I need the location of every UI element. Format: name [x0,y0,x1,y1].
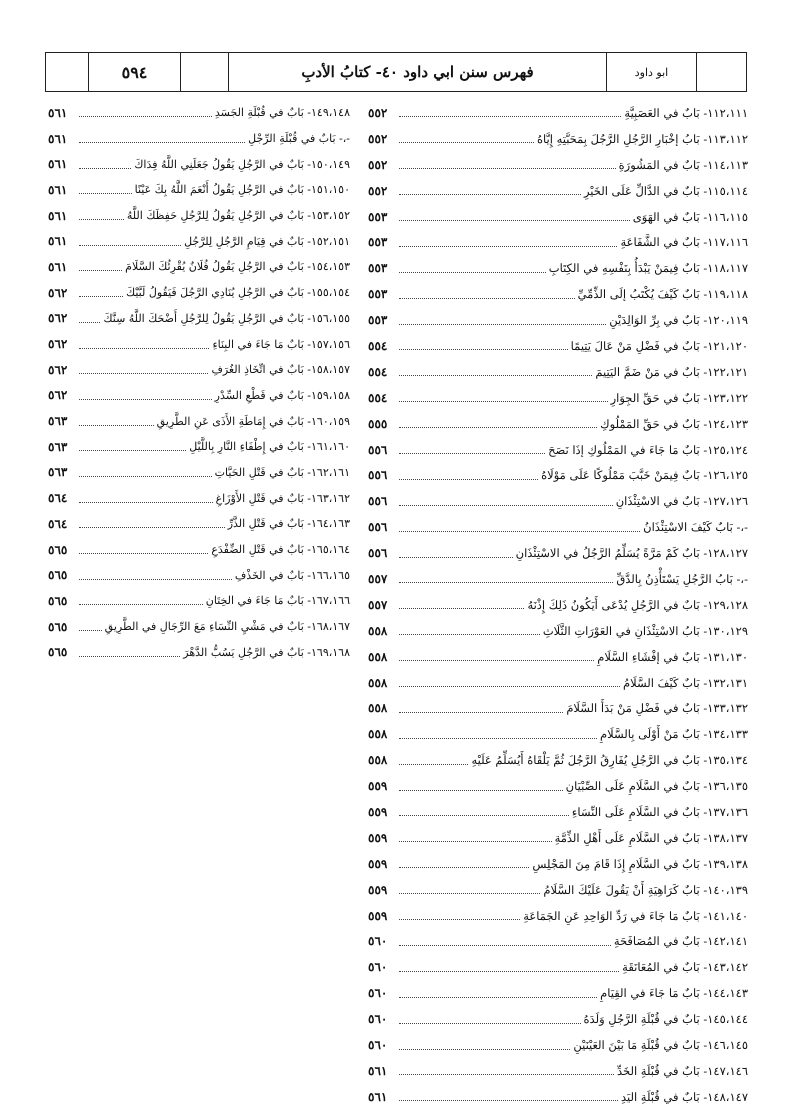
entry-title: ١٥٩،١٥٨- بَابٌ في قَطْعِ السِّدْرِ [214,388,350,402]
index-entry [48,383,350,409]
index-entry [368,385,748,411]
header-empty-cell-left [46,53,89,91]
entry-title: ١٢٨،١٢٧- بَابٌ كَمْ مَرَّةً يُسَلِّمُ الرَّجُلُ في الاسْتِئْذَانِ [515,546,748,561]
entry-page-number: ٥٥٢ [368,105,388,120]
entry-page-number: ٥٥٨ [368,727,388,742]
entry-page-number: ٥٥٣ [368,313,388,328]
entry-page-number: ٥٦٥ [48,568,68,583]
dot-leader [79,348,209,349]
dot-leader [399,712,563,713]
entry-title: ١٥٢،١٥١- بَابٌ في قِيَامِ الرَّجُلِ لِلرَّجُلِ [184,234,350,248]
entry-page-number: ٥٦٢ [48,311,68,326]
index-entry [368,695,748,721]
entry-page-number: ٥٦٠ [368,1038,388,1052]
entry-title: ١٣٠،١٢٩- بَابُ الاسْتِئْذَانِ في العَوْرَاتِ الثَّلَاثِ [542,623,748,638]
entry-page-number: ٥٦١ [48,208,68,223]
entry-page-number: ٥٦١ [368,1063,388,1078]
entry-page-number: ٥٦١ [48,259,68,274]
entry-page-number: ٥٦٢ [48,362,68,377]
index-entry [368,1006,748,1032]
index-entry [368,1084,748,1110]
entry-title: ١٢١،١٢٠- بَابٌ في فَضْلِ مَنْ عَالَ يَتِيمًا [570,338,748,353]
entry-title: ١٣٧،١٣٦- بَابٌ في السَّلَامِ عَلَى النِّسَاءِ [571,804,748,819]
entry-page-number: ٥٦٣ [48,439,68,454]
dot-leader [79,193,132,194]
entry-title: ١٦٥،١٦٤- بَابٌ في قَتْلِ الضِّفْدَعِ [211,543,350,557]
dot-leader [79,425,154,426]
dot-leader [399,971,619,972]
entry-page-number: ٥٥٦ [368,468,388,483]
index-entry [368,229,748,255]
index-entry [368,178,748,204]
entry-page-number: ٥٦٠ [368,1012,388,1027]
index-entry [368,411,748,437]
dot-leader [399,790,563,791]
dot-leader [399,1049,570,1050]
dot-leader [79,322,100,323]
entry-page-number: ٥٥٣ [368,261,388,276]
dot-leader [79,270,122,271]
entry-page-number: ٥٥٤ [368,364,388,379]
index-entry [368,126,748,152]
index-entry [368,825,748,851]
index-entry [48,203,350,229]
index-entry [48,537,350,563]
entry-title: ١٢٤،١٢٣- بَابٌ في حَقِّ المَمْلُوكِ [600,416,748,431]
index-entry [368,773,748,799]
dot-leader [399,1100,618,1101]
entry-title: ١٤٨،١٤٧- بَابٌ في قُبْلَةِ اليَدِ [620,1089,748,1104]
entry-page-number: ٥٥٢ [368,157,388,172]
entry-page-number: ٥٥٩ [368,779,388,794]
index-entry [368,255,748,281]
entry-title: ١٦٣،١٦٢- بَابٌ في قَتْلِ الأَوْزَاغِ [215,491,350,505]
entry-page-number: ٥٥٦ [368,520,388,535]
entry-title: ١٣٦،١٣٥- بَابٌ في السَّلَامِ عَلَى الصِّبْيَانِ [565,779,748,794]
index-entry [48,126,350,152]
entry-page-number: ٥٦٢ [48,388,68,403]
index-entry [368,204,748,230]
index-entry [368,488,748,514]
entry-title: ١٢٦،١٢٥- بَابٌ فِيمَنْ خَبَّبَ مَمْلُوكًا عَلَى مَوْلَاهُ [541,468,748,483]
dot-leader [79,116,212,117]
entry-page-number: ٥٦١ [48,234,68,249]
entry-page-number: ٥٦١ [48,131,68,146]
index-entry [368,980,748,1006]
entry-title: ١٢٥،١٢٤- بَابٌ مَا جَاءَ في المَمْلُوكِ إذَا نَصَحَ [548,442,748,457]
index-entry [368,644,748,670]
dot-leader [399,116,621,117]
dot-leader [399,531,640,532]
dot-leader [399,893,540,894]
entry-page-number: ٥٦٥ [48,542,68,557]
dot-leader [79,527,225,528]
dot-leader [79,450,186,451]
page-number: ٥٩٤ [89,53,181,91]
entry-title: ١٤٥،١٤٤- بَابٌ في قُبْلَةِ الرَّجُلِ وَلَدَهُ [583,1012,748,1027]
entry-title: ١٣٣،١٣٢- بَابٌ في فَضْلِ مَنْ بَدَأَ السَّلَامَ [566,701,748,716]
index-entry [368,903,748,929]
dot-leader [79,630,102,631]
index-entry [48,280,350,306]
entry-title: ١٥١،١٥٠- بَابٌ في الرَّجُلِ يَقُولُ أَنْعَمَ اللَّهُ بِكَ عَيْنًا [134,183,350,197]
entry-page-number: ٥٦٥ [48,645,68,660]
dot-leader [399,557,513,558]
index-entry [48,177,350,203]
dot-leader [399,815,569,816]
index-entry [368,851,748,877]
index-entry [48,357,350,383]
dot-leader [399,298,575,299]
index-entry [48,614,350,640]
dot-leader [399,272,546,273]
index-entry [368,333,748,359]
dot-leader [399,919,520,920]
index-entry [368,307,748,333]
entry-page-number: ٥٦٣ [48,414,68,429]
entry-title: -،- بَابُ الرَّجُلِ يَسْتَأْذِنُ بِالدَّقِّ [616,571,748,586]
index-entry [48,434,350,460]
dot-leader [399,764,468,765]
entry-title: ١٢٩،١٢٨- بَابٌ في الرَّجُلِ يُدْعَى أَيَكُونُ ذَلِكَ إِذْنَهُ [527,597,748,612]
index-entry [48,408,350,434]
entry-page-number: ٥٥٩ [368,804,388,819]
entry-title: ١٣٩،١٣٨- بَابٌ في السَّلَامِ إِذَا قَامَ مِنَ المَجْلِسِ [532,856,748,871]
entry-page-number: ٥٦٠ [368,986,388,1001]
index-entry [368,877,748,903]
dot-leader [399,375,592,376]
dot-leader [399,608,524,609]
index-entry [368,799,748,825]
index-entry [48,639,350,665]
entry-title: ١١٥،١١٤- بَابٌ في الدَّالِّ عَلَى الخَيْرِ [583,183,748,198]
entry-title: ١٥٨،١٥٧- بَابٌ في اتِّخَاذِ الغُرَفِ [211,363,350,377]
dot-leader [79,553,208,554]
entry-title: ١٥٣،١٥٢- بَابٌ في الرَّجُلِ يَقُولُ لِلرَّجُلِ حَفِظَكَ اللَّهُ [126,209,350,223]
entry-title: ١١٢،١١١- بَابٌ في العَصَبِيَّةِ [624,105,748,120]
entry-page-number: ٥٦٢ [48,285,68,300]
index-entry [368,100,748,126]
index-entry [368,1032,748,1058]
index-entry [368,462,748,488]
entry-title: ١٣٤،١٣٣- بَابٌ مَنْ أَوْلَى بِالسَّلَامِ [599,727,748,742]
entry-page-number: ٥٦١ [48,105,68,120]
entry-page-number: ٥٦٣ [48,465,68,480]
dot-leader [79,296,123,297]
entry-page-number: ٥٥٨ [368,675,388,690]
entry-title: ١٤٠،١٣٩- بَابٌ كَرَاهِيَةِ أَنْ يَقُولَ عَلَيْكَ السَّلَامُ [543,882,748,897]
index-entry [48,151,350,177]
index-entry [48,100,350,126]
dot-leader [79,373,208,374]
entry-title: ١٦٠،١٥٩- بَابٌ في إِمَاطَةِ الأَذَى عَنِ الطَّرِيقِ [156,414,350,428]
entry-page-number: ٥٥٨ [368,649,388,664]
dot-leader [399,220,630,221]
entry-title: -،- بَابٌ في قُبْلَةِ الرِّجْلِ [248,132,350,146]
entry-title: ١٤٤،١٤٣- بَابٌ مَا جَاءَ في القِيَامِ [600,986,748,1001]
entry-title: ١٥٠،١٤٩- بَابٌ في الرَّجُلِ يَقُولُ جَعَلَنِي اللَّهُ فِدَاكَ [134,157,350,171]
entry-title: ١١٣،١١٢- بَابُ إخْبَارِ الرَّجُلِ الرَّجُلَ بِمَحَبَّتِهِ إِيَّاهُ [537,131,748,146]
dot-leader [399,582,613,583]
entry-title: ١٦٤،١٦٣- بَابٌ في قَتْلِ الذَّرِّ [227,517,350,531]
entry-page-number: ٥٦١ [368,1089,388,1104]
index-entry [48,485,350,511]
entry-page-number: ٥٥٦ [368,494,388,509]
entry-title: ١٥٥،١٥٤- بَابٌ في الرَّجُلِ يُنَادِي الرَّجُلَ فَيَقُولُ لَبَّيْكَ [126,286,350,300]
index-entry [368,670,748,696]
entry-page-number: ٥٥٨ [368,701,388,716]
entry-title: ١١٩،١١٨- بَابٌ كَيْفَ يُكْتَبُ إلَى الذِّمِّيِّ [577,287,748,302]
index-entry [368,281,748,307]
dot-leader [399,453,545,454]
entry-page-number: ٥٥٤ [368,338,388,353]
index-entry [368,1058,748,1084]
dot-leader [399,324,606,325]
dot-leader [399,142,534,143]
dot-leader [79,579,232,580]
dot-leader [399,401,608,402]
dot-leader [79,399,212,400]
entry-title: ١٦٦،١٦٥- بَابٌ في الخَذْفِ [234,568,350,582]
dot-leader [399,841,552,842]
dot-leader [399,634,540,635]
entry-page-number: ٥٥٧ [368,571,388,586]
entry-title: ١٤٢،١٤١- بَابٌ في المُصَافَحَةِ [613,934,748,949]
dot-leader [399,505,613,506]
dot-leader [399,945,611,946]
entry-page-number: ٥٦٠ [368,960,388,975]
dot-leader [79,502,213,503]
dot-leader [399,1074,614,1075]
dot-leader [79,656,180,657]
entry-title: -،- بَابٌ كَيْفَ الاسْتِئْذَانُ [643,520,748,535]
header-empty-cell [181,53,229,91]
entry-page-number: ٥٦٢ [48,337,68,352]
dot-leader [79,476,212,477]
index-entry [368,152,748,178]
index-entry [368,929,748,955]
entry-page-number: ٥٥٩ [368,908,388,923]
entry-page-number: ٥٥٤ [368,390,388,405]
entry-page-number: ٥٥٣ [368,209,388,224]
index-entry [48,588,350,614]
entry-title: ١٤٩،١٤٨- بَابٌ في قُبْلَةِ الجَسَدِ [214,106,350,120]
dot-leader [79,604,203,605]
entry-title: ١٤١،١٤٠- بَابٌ مَا جَاءَ في رَدِّ الوَاحِدِ عَنِ الجَمَاعَةِ [523,908,748,923]
entry-page-number: ٥٦٤ [48,491,68,506]
page-title: فهرس سنن ابي داود ٤٠- كتابُ الأدبِ [229,53,607,91]
entry-page-number: ٥٥٣ [368,287,388,302]
dot-leader [399,686,620,687]
entry-page-number: ٥٥٩ [368,856,388,871]
entry-page-number: ٥٦٥ [48,619,68,634]
entry-title: ١٥٤،١٥٣- بَابٌ في الرَّجُلِ يَقُولُ فُلَانٌ يُقْرِئُكَ السَّلَامَ [125,260,350,274]
entry-page-number: ٥٦٠ [368,934,388,949]
entry-title: ١٢٣،١٢٢- بَابٌ في حَقِّ الجِوَارِ [610,390,748,405]
dot-leader [399,867,529,868]
entry-title: ١٢٢،١٢١- بَابٌ في مَنْ ضَمَّ اليَتِيمَ [595,364,748,379]
dot-leader [399,1023,581,1024]
entry-title: ١٣١،١٣٠- بَابٌ في إفْشَاءِ السَّلَامِ [597,649,748,664]
dot-leader [399,479,538,480]
entry-page-number: ٥٥٩ [368,882,388,897]
index-entry [48,460,350,486]
index-entry [368,540,748,566]
index-entry [48,254,350,280]
entry-title: ١٢٠،١١٩- بَابٌ في بِرِّ الوَالِدَيْنِ [609,313,748,328]
entry-title: ١٣٢،١٣١- بَابٌ كَيْفَ السَّلَامُ [623,675,748,690]
entry-page-number: ٥٥٣ [368,235,388,250]
index-entry [48,562,350,588]
entry-page-number: ٥٦٥ [48,593,68,608]
page-header [45,52,747,92]
entry-page-number: ٥٥٩ [368,830,388,845]
entry-page-number: ٥٥٥ [368,416,388,431]
index-entry [368,618,748,644]
entry-title: ١٦٩،١٦٨- بَابٌ في الرَّجُلِ يَسُبُّ الدَّهْرَ [183,645,350,659]
dot-leader [399,246,617,247]
index-entry [368,359,748,385]
entry-title: ١١٦،١١٥- بَابٌ في الهَوَى [632,209,748,224]
dot-leader [79,168,131,169]
entry-title: ١١٤،١١٣- بَابٌ في المَشُورَةِ [618,157,748,172]
index-entry [368,437,748,463]
dot-leader [399,997,597,998]
entry-page-number: ٥٥٦ [368,546,388,561]
index-entry [368,747,748,773]
dot-leader [399,738,597,739]
entry-page-number: ٥٥٨ [368,753,388,768]
entry-page-number: ٥٥٧ [368,597,388,612]
entry-page-number: ٥٦١ [48,182,68,197]
entry-page-number: ٥٥٨ [368,623,388,638]
entry-title: ١٣٥،١٣٤- بَابٌ في الرَّجُلِ يُفَارِقُ الرَّجُلَ ثُمَّ يَلْقَاهُ أَيُسَلِّمُ عَلَيْهِ [471,753,748,768]
dot-leader [399,427,597,428]
dot-leader [79,245,181,246]
dot-leader [79,219,124,220]
entry-title: ١٢٧،١٢٦- بَابٌ في الاسْتِئْذَانِ [615,494,748,509]
dot-leader [399,660,594,661]
entry-title: ١٤٧،١٤٦- بَابٌ في قُبْلَةِ الخَدِّ [616,1063,748,1078]
dot-leader [399,194,581,195]
index-entry [368,514,748,540]
entry-title: ١٤٦،١٤٥- بَابٌ في قُبْلَةِ مَا بَيْنَ العَيْنَيْنِ [573,1038,748,1052]
entry-page-number: ٥٦١ [48,157,68,172]
index-entry [368,721,748,747]
dot-leader [79,142,245,143]
dot-leader [399,349,568,350]
entry-page-number: ٥٦٤ [48,516,68,531]
index-entry [368,592,748,618]
index-column-right [368,100,748,1110]
entry-title: ١٦٨،١٦٧- بَابٌ في مَشْيِ النِّسَاءِ مَعَ الرِّجَالِ في الطَّرِيقِ [104,620,350,634]
index-entry [368,954,748,980]
entry-title: ١١٧،١١٦- بَابٌ في الشَّفَاعَةِ [620,235,748,250]
author-name: ابو داود [607,53,697,91]
index-entry [48,331,350,357]
entry-title: ١١٨،١١٧- بَابٌ فِيمَنْ يَبْدَأُ بِنَفْسِهِ في الكِتَابِ [548,261,748,276]
index-entry [48,511,350,537]
entry-page-number: ٥٥٢ [368,131,388,146]
header-empty-cell-right [697,53,746,91]
entry-page-number: ٥٥٢ [368,183,388,198]
entry-title: ١٥٦،١٥٥- بَابٌ في الرَّجُلِ يَقُولُ لِلرَّجُلِ أَضْحَكَ اللَّهُ سِنَّكَ [103,311,350,325]
entry-title: ١٦١،١٦٠- بَابٌ في إِطْفَاءِ النَّارِ بِاللَّيْلِ [189,440,350,454]
entry-title: ١٤٣،١٤٢- بَابٌ في المُعَانَقَةِ [622,960,748,975]
index-entry [48,228,350,254]
index-entry [48,306,350,332]
entry-title: ١٦٧،١٦٦- بَابٌ مَا جَاءَ في الخِتَانِ [205,594,350,608]
index-entry [368,566,748,592]
index-column-left [48,100,350,665]
entry-title: ١٥٧،١٥٦- بَابٌ مَا جَاءَ في البِنَاءِ [212,337,350,351]
dot-leader [399,168,616,169]
entry-title: ١٦٢،١٦١- بَابٌ في قَتْلِ الحَيَّاتِ [214,465,350,479]
entry-page-number: ٥٥٦ [368,442,388,457]
entry-title: ١٣٨،١٣٧- بَابٌ في السَّلَامِ عَلَى أَهْلِ الذِّمَّةِ [554,830,748,845]
